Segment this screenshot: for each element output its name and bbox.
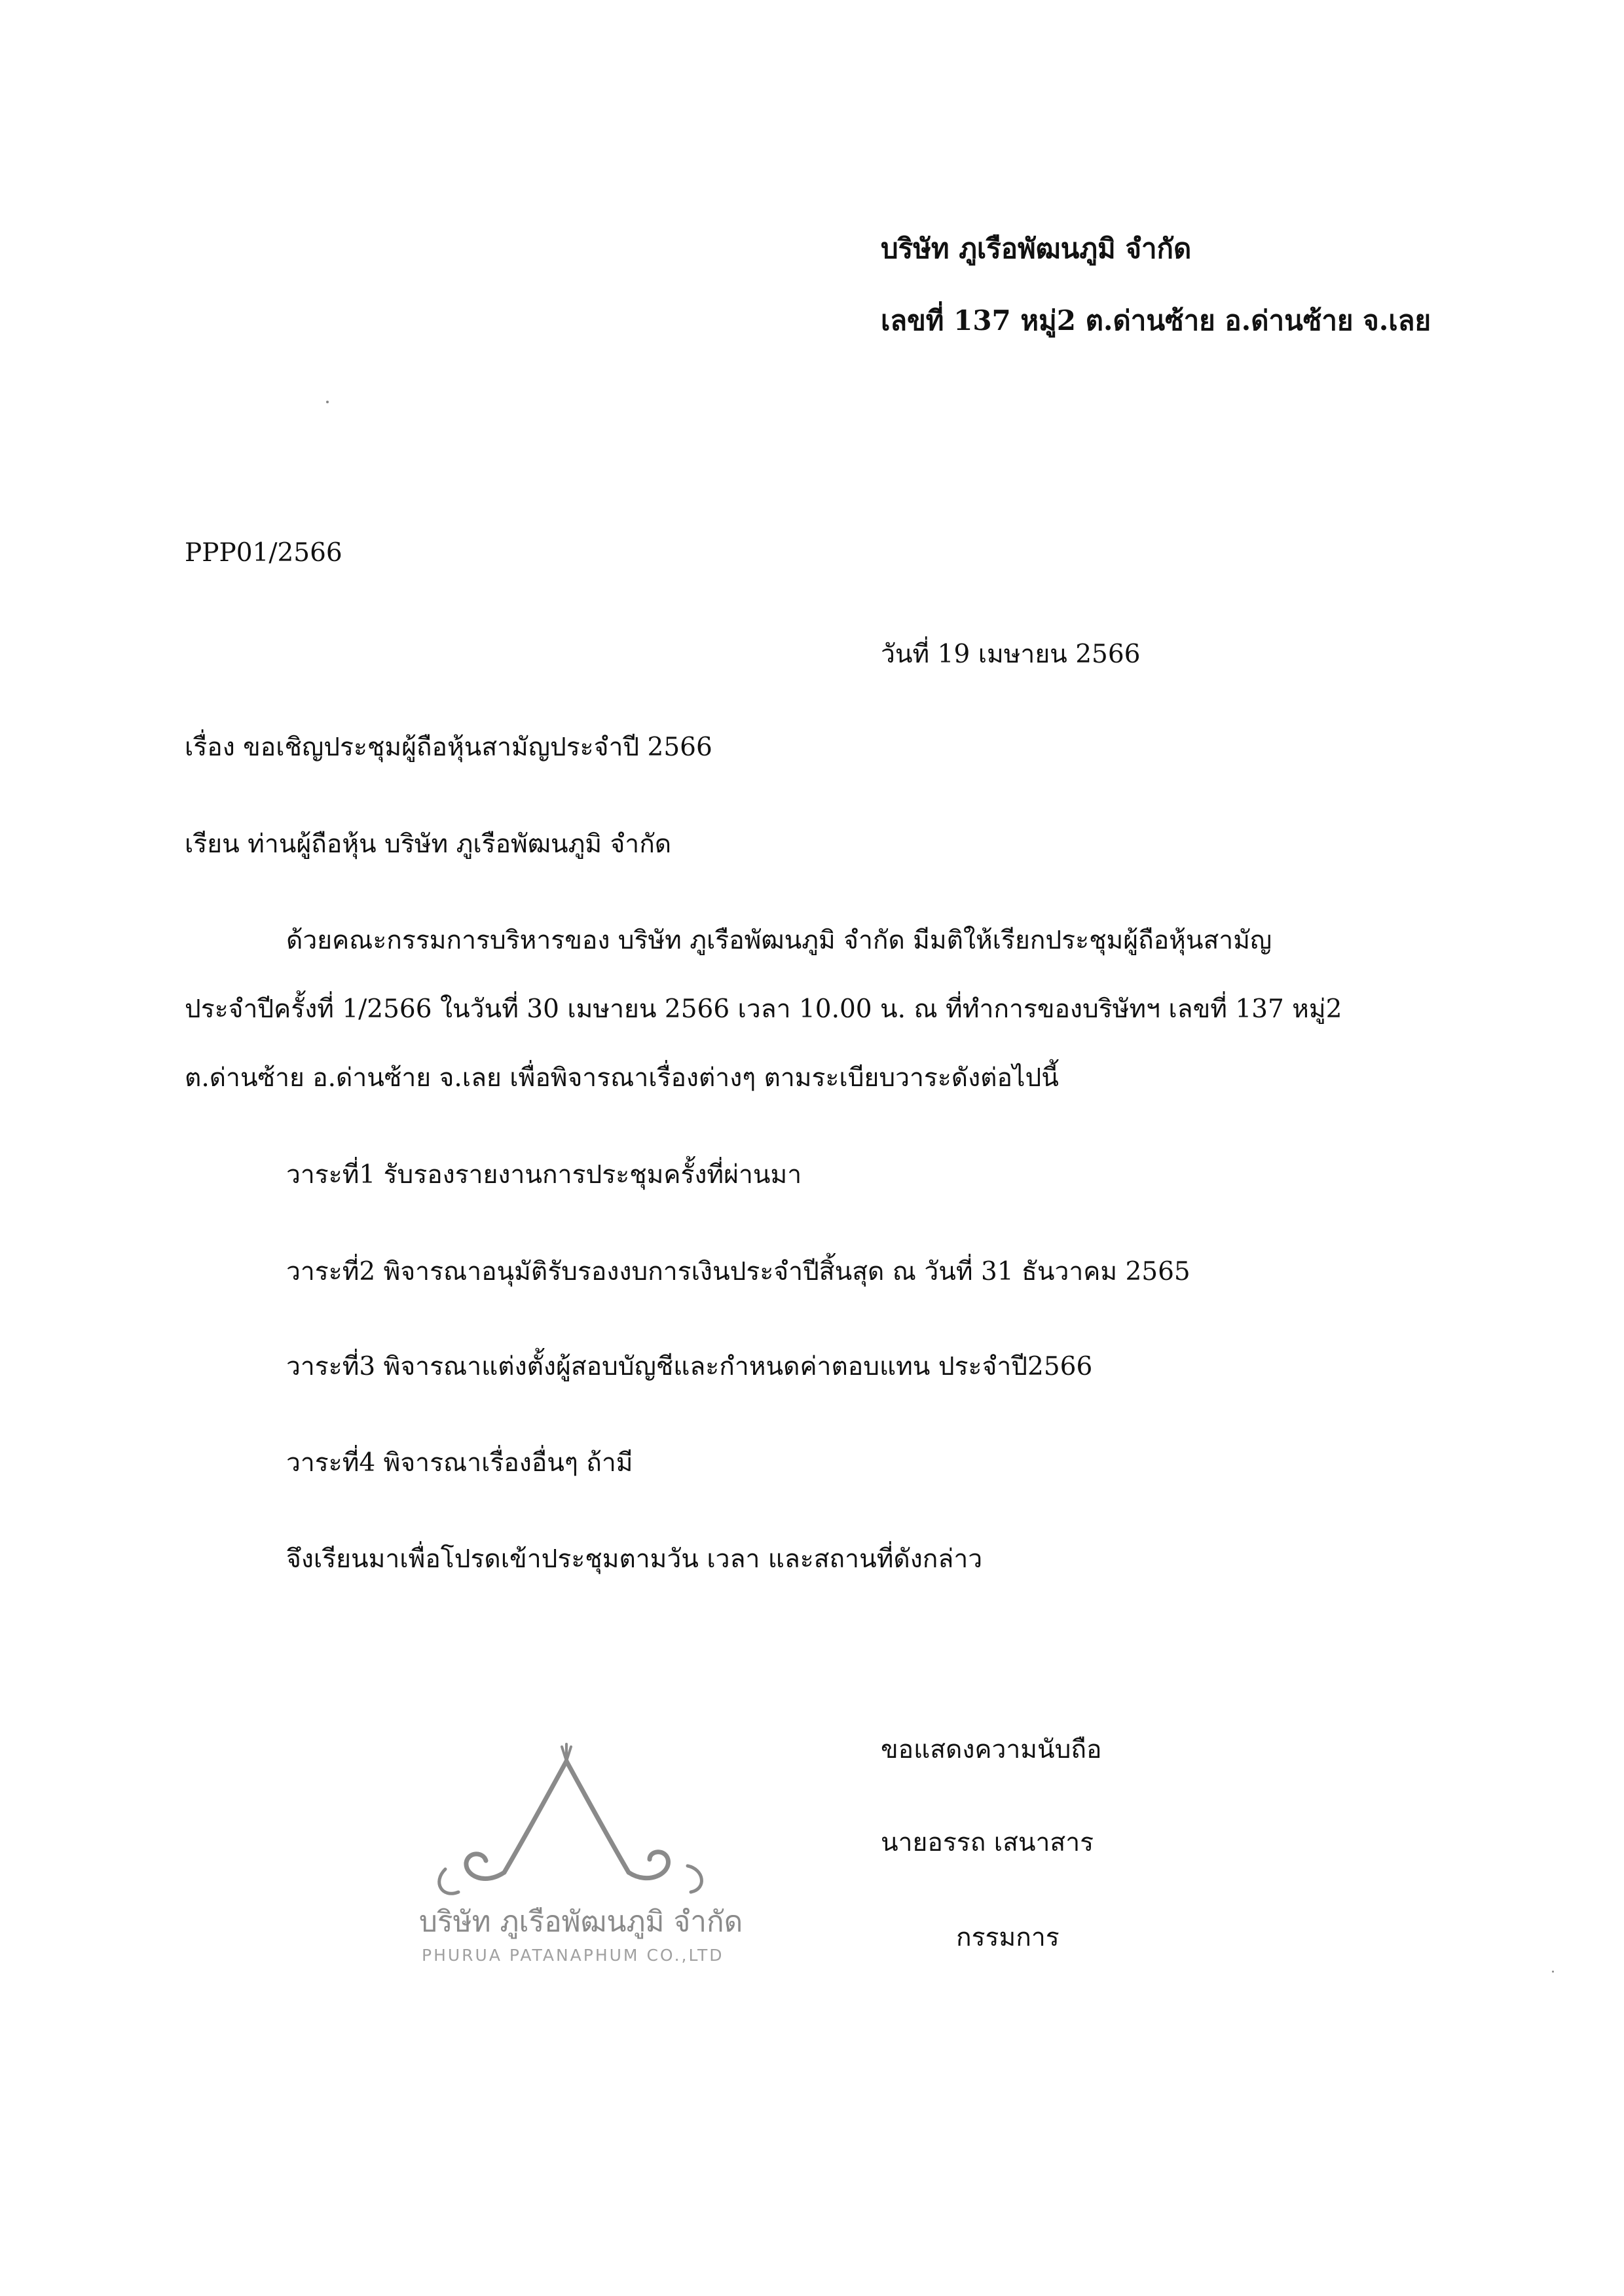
company-seal-stamp bbox=[406, 1735, 773, 1971]
agenda-item-2: วาระที่2 พิจารณาอนุมัติรับรองงบการเงินประจำปีสิ้นสุด ณ วันที่ 31 ธันวาคม 2565 bbox=[286, 1257, 1190, 1286]
seal-english-text: PHURUA PATANAPHUM CO.,LTD bbox=[422, 1946, 724, 1965]
document-date: วันที่ 19 เมษายน 2566 bbox=[881, 640, 1141, 669]
body-paragraph-line: ด้วยคณะกรรมการบริหารของ บริษัท ภูเรือพัฒนภูมิ จำกัด มีมติให้เรียกประชุมผู้ถือหุ้นสามัญ bbox=[286, 926, 1272, 955]
company-name: บริษัท ภูเรือพัฒนภูมิ จำกัด bbox=[881, 232, 1192, 264]
signature-position: กรรมการ bbox=[956, 1923, 1060, 1952]
document-reference: PPP01/2566 bbox=[185, 538, 342, 568]
body-paragraph-line: ต.ด่านซ้าย อ.ด่านซ้าย จ.เลย เพื่อพิจารณาเรื่องต่างๆ ตามระเบียบวาระดังต่อไปนี้ bbox=[185, 1063, 1059, 1093]
signature-name: นายอรรถ เสนาสาร bbox=[881, 1828, 1094, 1857]
seal-thai-text: บริษัท ภูเรือพัฒนภูมิ จำกัด bbox=[419, 1905, 743, 1939]
document-subject: เรื่อง ขอเชิญประชุมผู้ถือหุ้นสามัญประจำปี 2566 bbox=[185, 733, 712, 762]
document-recipient: เรียน ท่านผู้ถือหุ้น บริษัท ภูเรือพัฒนภูมิ จำกัด bbox=[185, 829, 672, 859]
body-paragraph-line: ประจำปีครั้งที่ 1/2566 ในวันที่ 30 เมษายน 2566 เวลา 10.00 น. ณ ที่ทำการของบริษัทฯ เลขที่ 137 หมู่2 bbox=[185, 994, 1342, 1024]
company-address: เลขที่ 137 หมู่2 ต.ด่านซ้าย อ.ด่านซ้าย จ.เลย bbox=[881, 304, 1431, 337]
scan-speck bbox=[326, 401, 329, 403]
closing-statement: จึงเรียนมาเพื่อโปรดเข้าประชุมตามวัน เวลา และสถานที่ดังกล่าว bbox=[286, 1544, 983, 1574]
agenda-item-3: วาระที่3 พิจารณาแต่งตั้งผู้สอบบัญชีและกำหนดค่าตอบแทน ประจำปี2566 bbox=[286, 1352, 1093, 1381]
signature-regards: ขอแสดงความนับถือ bbox=[881, 1735, 1102, 1764]
agenda-item-4: วาระที่4 พิจารณาเรื่องอื่นๆ ถ้ามี bbox=[286, 1448, 633, 1478]
scan-speck bbox=[1552, 1971, 1554, 1973]
agenda-item-1: วาระที่1 รับรองรายงานการประชุมครั้งที่ผ่านมา bbox=[286, 1160, 802, 1190]
